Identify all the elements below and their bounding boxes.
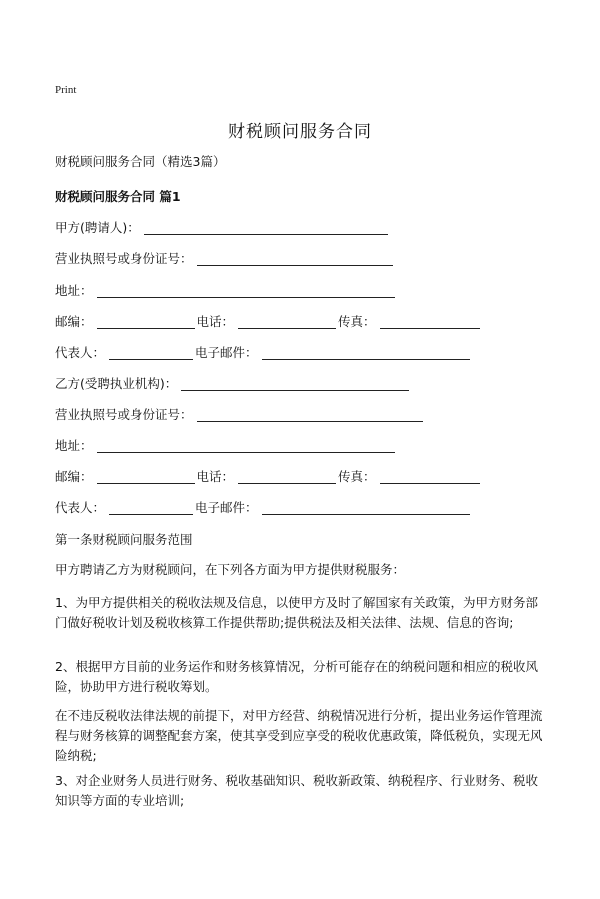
- print-label[interactable]: Print: [55, 84, 77, 96]
- field-label: 营业执照号或身份证号：: [55, 251, 193, 266]
- field-label: 邮编：: [55, 469, 93, 484]
- paragraph-item-2: 2、根据甲方目前的业务运作和财务核算情况，分析可能存在的纳税问题和相应的税收风险，协助甲方进行税收筹划。: [55, 659, 538, 694]
- fill-in-blank: [181, 376, 409, 391]
- party-b-contact-row: [55, 467, 482, 485]
- field-label: 电子邮件：: [195, 500, 258, 515]
- field-label: 乙方(受聘执业机构)：: [55, 376, 178, 391]
- party-a-employer-row: [55, 218, 390, 236]
- field-label: 地址：: [55, 438, 93, 453]
- fill-in-blank: [197, 407, 423, 422]
- field-label: 代表人：: [55, 345, 106, 360]
- field-label: 传真：: [338, 314, 376, 329]
- fill-in-blank: [262, 500, 470, 515]
- intro-paragraph: 甲方聘请乙方为财税顾问，在下列各方面为甲方提供财税服务：: [55, 562, 406, 577]
- document-title: 财税顾问服务合同: [228, 122, 372, 142]
- party-b-representative-row: [55, 498, 472, 516]
- fill-in-blank: [238, 314, 336, 329]
- fill-in-blank: [197, 251, 393, 266]
- field-label: 电子邮件：: [195, 345, 258, 360]
- fill-in-blank: [109, 500, 193, 515]
- field-label: 电话：: [196, 314, 235, 329]
- party-b-institution-row: [55, 374, 411, 392]
- field-label: 营业执照号或身份证号：: [55, 407, 193, 422]
- fill-in-blank: [97, 314, 195, 329]
- field-label: 传真：: [338, 469, 376, 484]
- fill-in-blank: [262, 345, 470, 360]
- document-subtitle: 财税顾问服务合同（精选3篇）: [55, 154, 226, 169]
- fill-in-blank: [380, 314, 480, 329]
- field-label: 代表人：: [55, 500, 106, 515]
- fill-in-blank: [380, 469, 480, 484]
- party-a-address-row: [55, 281, 397, 299]
- paragraph-item-3: 3、对企业财务人员进行财务、税收基础知识、税收新政策、纳税程序、行业财务、税收知识等方面的专业培训;: [55, 773, 538, 808]
- fill-in-blank: [97, 438, 395, 453]
- section-heading: 财税顾问服务合同 篇1: [55, 189, 181, 204]
- field-label: 甲方(聘请人)：: [55, 220, 140, 235]
- field-label: 地址：: [55, 283, 93, 298]
- fill-in-blank: [97, 283, 395, 298]
- fill-in-blank: [97, 469, 195, 484]
- field-label: 邮编：: [55, 314, 93, 329]
- paragraph-item-2-detail: 在不违反税收法律法规的前提下，对甲方经营、纳税情况进行分析，提出业务运作管理流程与财务核算的调整配套方案，使其享受到应享受的税收优惠政策，降低税负，实现无风险纳税;: [55, 708, 543, 763]
- fill-in-blank: [144, 220, 388, 235]
- fill-in-blank: [238, 469, 336, 484]
- party-a-contact-row: [55, 312, 482, 330]
- fill-in-blank: [109, 345, 193, 360]
- party-a-representative-row: [55, 343, 472, 361]
- article-heading: 第一条财税顾问服务范围: [55, 532, 193, 547]
- party-a-license-row: [55, 249, 395, 267]
- paragraph-item-1: 1、为甲方提供相关的税收法规及信息，以使甲方及时了解国家有关政策，为甲方财务部门做好税收计划及税收核算工作提供帮助;提供税法及相关法律、法规、信息的咨询;: [55, 595, 538, 630]
- field-label: 电话：: [196, 469, 235, 484]
- party-b-address-row: [55, 436, 397, 454]
- party-b-license-row: [55, 405, 425, 423]
